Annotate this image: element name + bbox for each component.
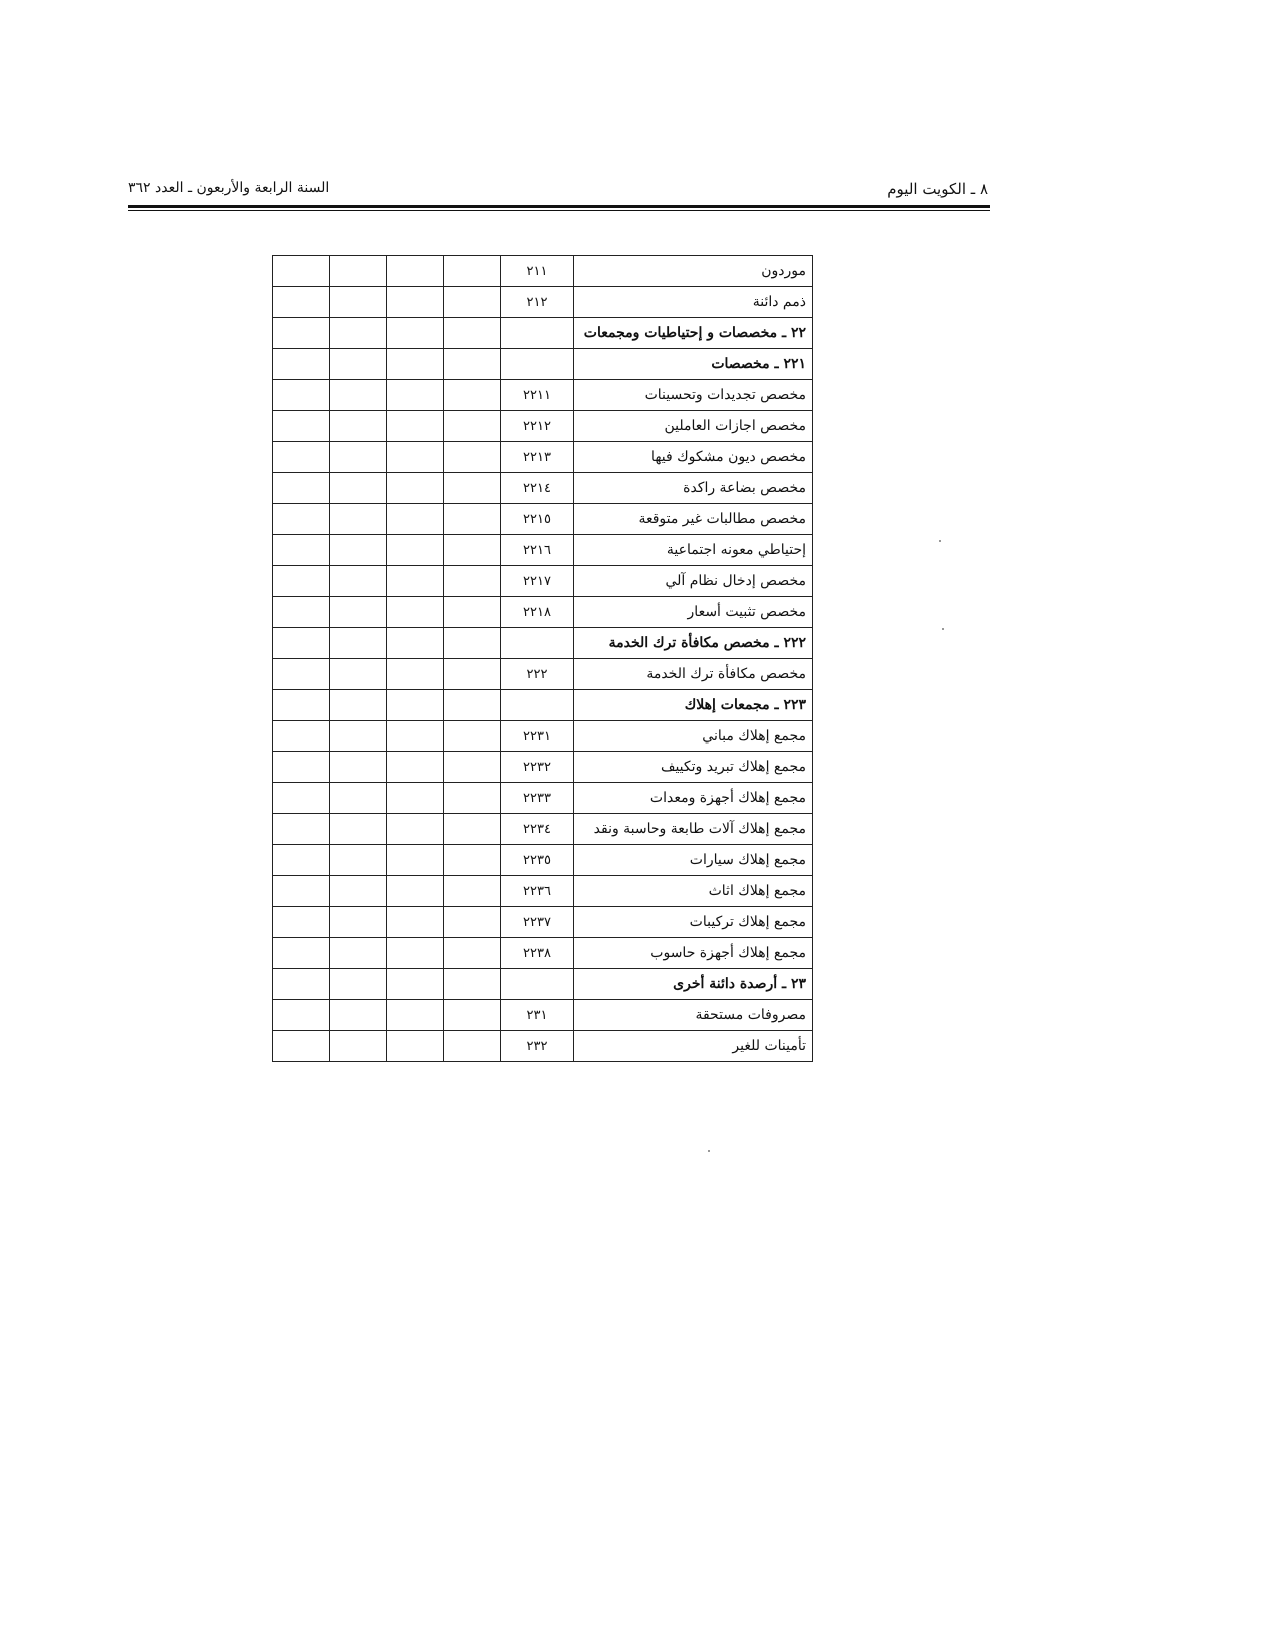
- account-group-heading: ٢٢١ ـ مخصصات: [574, 349, 813, 380]
- account-name: مخصص مكافأة ترك الخدمة: [574, 659, 813, 690]
- blank-cell: [330, 628, 387, 659]
- blank-cell: [330, 597, 387, 628]
- account-code: ٢٢٣٥: [501, 845, 574, 876]
- scan-speck: [939, 540, 941, 542]
- account-name: مجمع إهلاك آلات طابعة وحاسبة ونقد: [574, 814, 813, 845]
- blank-cell: [387, 318, 444, 349]
- blank-cell: [444, 411, 501, 442]
- account-code: ٢٢١٣: [501, 442, 574, 473]
- blank-cell: [444, 566, 501, 597]
- account-name: مخصص مطالبات غير متوقعة: [574, 504, 813, 535]
- blank-cell: [273, 473, 330, 504]
- account-code: ٢٢١٢: [501, 411, 574, 442]
- account-name: مجمع إهلاك تركيبات: [574, 907, 813, 938]
- blank-cell: [444, 473, 501, 504]
- accounts-table: [272, 255, 813, 1062]
- table-row: [273, 814, 813, 845]
- account-name: إحتياطي معونه اجتماعية: [574, 535, 813, 566]
- blank-cell: [273, 318, 330, 349]
- account-code: [501, 318, 574, 349]
- blank-cell: [444, 969, 501, 1000]
- blank-cell: [444, 504, 501, 535]
- account-code: ٢٢١٦: [501, 535, 574, 566]
- blank-cell: [444, 256, 501, 287]
- blank-cell: [273, 814, 330, 845]
- blank-cell: [273, 938, 330, 969]
- blank-cell: [330, 969, 387, 1000]
- account-code: ٢٢٣٤: [501, 814, 574, 845]
- blank-cell: [444, 349, 501, 380]
- blank-cell: [387, 876, 444, 907]
- blank-cell: [273, 628, 330, 659]
- table-row: [273, 907, 813, 938]
- account-code: ٢٢٣٨: [501, 938, 574, 969]
- blank-cell: [330, 504, 387, 535]
- blank-cell: [444, 1000, 501, 1031]
- blank-cell: [273, 442, 330, 473]
- account-name: مجمع إهلاك أجهزة حاسوب: [574, 938, 813, 969]
- blank-cell: [444, 814, 501, 845]
- blank-cell: [330, 814, 387, 845]
- blank-cell: [330, 721, 387, 752]
- blank-cell: [273, 349, 330, 380]
- table-row: [273, 380, 813, 411]
- blank-cell: [387, 659, 444, 690]
- blank-cell: [273, 752, 330, 783]
- blank-cell: [330, 1031, 387, 1062]
- blank-cell: [444, 535, 501, 566]
- header-rule-thick: [128, 205, 990, 208]
- blank-cell: [444, 318, 501, 349]
- blank-cell: [273, 566, 330, 597]
- account-code: ٢٢٣٣: [501, 783, 574, 814]
- blank-cell: [444, 876, 501, 907]
- blank-cell: [387, 969, 444, 1000]
- blank-cell: [387, 256, 444, 287]
- blank-cell: [444, 1031, 501, 1062]
- accounts-table-body: [273, 256, 813, 1062]
- blank-cell: [444, 690, 501, 721]
- account-name: مخصص بضاعة راكدة: [574, 473, 813, 504]
- table-row: [273, 938, 813, 969]
- blank-cell: [387, 938, 444, 969]
- table-row: [273, 504, 813, 535]
- account-group-heading: ٢٣ ـ أرصدة دائنة أخرى: [574, 969, 813, 1000]
- blank-cell: [330, 690, 387, 721]
- blank-cell: [330, 411, 387, 442]
- blank-cell: [273, 504, 330, 535]
- blank-cell: [330, 876, 387, 907]
- blank-cell: [273, 380, 330, 411]
- table-row: [273, 721, 813, 752]
- blank-cell: [273, 721, 330, 752]
- account-name: مجمع إهلاك مباني: [574, 721, 813, 752]
- blank-cell: [273, 287, 330, 318]
- blank-cell: [444, 628, 501, 659]
- account-name: ذمم دائنة: [574, 287, 813, 318]
- account-code: ٢١١: [501, 256, 574, 287]
- table-row: [273, 566, 813, 597]
- blank-cell: [330, 287, 387, 318]
- account-name: موردون: [574, 256, 813, 287]
- table-row: [273, 349, 813, 380]
- blank-cell: [387, 473, 444, 504]
- account-code: ٢٣٢: [501, 1031, 574, 1062]
- blank-cell: [387, 628, 444, 659]
- table-row: [273, 411, 813, 442]
- account-name: مخصص تثبيت أسعار: [574, 597, 813, 628]
- blank-cell: [273, 659, 330, 690]
- table-row: [273, 690, 813, 721]
- table-row: [273, 752, 813, 783]
- account-name: مجمع إهلاك تبريد وتكييف: [574, 752, 813, 783]
- blank-cell: [273, 1000, 330, 1031]
- blank-cell: [273, 535, 330, 566]
- issue-info: السنة الرابعة والأربعون ـ العدد ٣٦٢: [128, 180, 330, 196]
- blank-cell: [444, 752, 501, 783]
- scan-speck: [708, 1150, 710, 1152]
- account-name: مخصص اجازات العاملين: [574, 411, 813, 442]
- table-row: [273, 535, 813, 566]
- account-name: مجمع إهلاك أجهزة ومعدات: [574, 783, 813, 814]
- blank-cell: [387, 907, 444, 938]
- blank-cell: [387, 721, 444, 752]
- account-code: [501, 349, 574, 380]
- table-row: [273, 318, 813, 349]
- account-group-heading: ٢٢٢ ـ مخصص مكافأة ترك الخدمة: [574, 628, 813, 659]
- blank-cell: [387, 752, 444, 783]
- blank-cell: [387, 349, 444, 380]
- blank-cell: [330, 473, 387, 504]
- account-name: تأمينات للغير: [574, 1031, 813, 1062]
- publication-title: ٨ ـ الكويت اليوم: [887, 180, 988, 198]
- blank-cell: [444, 938, 501, 969]
- table-row: [273, 256, 813, 287]
- blank-cell: [273, 907, 330, 938]
- account-name: مجمع إهلاك سيارات: [574, 845, 813, 876]
- account-code: ٢١٢: [501, 287, 574, 318]
- account-name: مخصص إدخال نظام آلي: [574, 566, 813, 597]
- blank-cell: [387, 287, 444, 318]
- blank-cell: [273, 783, 330, 814]
- scan-speck: [942, 628, 944, 630]
- blank-cell: [444, 287, 501, 318]
- table-row: [273, 287, 813, 318]
- blank-cell: [444, 783, 501, 814]
- table-row: [273, 783, 813, 814]
- account-name: مخصص تجديدات وتحسينات: [574, 380, 813, 411]
- table-row: [273, 845, 813, 876]
- table-row: [273, 969, 813, 1000]
- blank-cell: [387, 535, 444, 566]
- account-code: ٢٢١٥: [501, 504, 574, 535]
- blank-cell: [273, 845, 330, 876]
- blank-cell: [330, 256, 387, 287]
- blank-cell: [330, 442, 387, 473]
- header-rule-thin: [128, 210, 990, 211]
- account-code: ٢٢٣٢: [501, 752, 574, 783]
- blank-cell: [444, 845, 501, 876]
- blank-cell: [330, 318, 387, 349]
- blank-cell: [387, 504, 444, 535]
- account-code: ٢٢٣٧: [501, 907, 574, 938]
- blank-cell: [330, 752, 387, 783]
- table-row: [273, 659, 813, 690]
- table-row: [273, 876, 813, 907]
- account-code: ٢٢١٨: [501, 597, 574, 628]
- blank-cell: [387, 814, 444, 845]
- blank-cell: [273, 411, 330, 442]
- blank-cell: [330, 659, 387, 690]
- blank-cell: [444, 442, 501, 473]
- blank-cell: [273, 256, 330, 287]
- account-code: ٢٢٣١: [501, 721, 574, 752]
- table-row: [273, 1031, 813, 1062]
- blank-cell: [330, 1000, 387, 1031]
- blank-cell: [444, 597, 501, 628]
- blank-cell: [387, 1031, 444, 1062]
- account-code: ٢٢١١: [501, 380, 574, 411]
- blank-cell: [330, 783, 387, 814]
- account-group-heading: ٢٢ ـ مخصصات و إحتياطيات ومجمعات: [574, 318, 813, 349]
- account-code: ٢٢١٤: [501, 473, 574, 504]
- blank-cell: [330, 845, 387, 876]
- blank-cell: [330, 380, 387, 411]
- blank-cell: [444, 907, 501, 938]
- blank-cell: [273, 690, 330, 721]
- blank-cell: [330, 349, 387, 380]
- table-row: [273, 1000, 813, 1031]
- blank-cell: [387, 442, 444, 473]
- blank-cell: [330, 535, 387, 566]
- page-header: [128, 180, 988, 214]
- blank-cell: [387, 783, 444, 814]
- blank-cell: [387, 566, 444, 597]
- blank-cell: [330, 938, 387, 969]
- account-code: ٢٢٣٦: [501, 876, 574, 907]
- account-code: [501, 690, 574, 721]
- account-name: مخصص ديون مشكوك فيها: [574, 442, 813, 473]
- blank-cell: [387, 1000, 444, 1031]
- blank-cell: [273, 969, 330, 1000]
- blank-cell: [444, 721, 501, 752]
- account-name: مجمع إهلاك اثاث: [574, 876, 813, 907]
- blank-cell: [273, 876, 330, 907]
- blank-cell: [444, 380, 501, 411]
- blank-cell: [273, 597, 330, 628]
- table-row: [273, 473, 813, 504]
- blank-cell: [444, 659, 501, 690]
- table-row: [273, 628, 813, 659]
- blank-cell: [330, 566, 387, 597]
- blank-cell: [330, 907, 387, 938]
- blank-cell: [387, 845, 444, 876]
- account-code: ٢٢١٧: [501, 566, 574, 597]
- account-code: [501, 628, 574, 659]
- account-group-heading: ٢٢٣ ـ مجمعات إهلاك: [574, 690, 813, 721]
- blank-cell: [387, 380, 444, 411]
- account-code: ٢٣١: [501, 1000, 574, 1031]
- account-code: ٢٢٢: [501, 659, 574, 690]
- account-name: مصروفات مستحقة: [574, 1000, 813, 1031]
- table-row: [273, 442, 813, 473]
- account-code: [501, 969, 574, 1000]
- table-row: [273, 597, 813, 628]
- blank-cell: [273, 1031, 330, 1062]
- blank-cell: [387, 597, 444, 628]
- blank-cell: [387, 411, 444, 442]
- blank-cell: [387, 690, 444, 721]
